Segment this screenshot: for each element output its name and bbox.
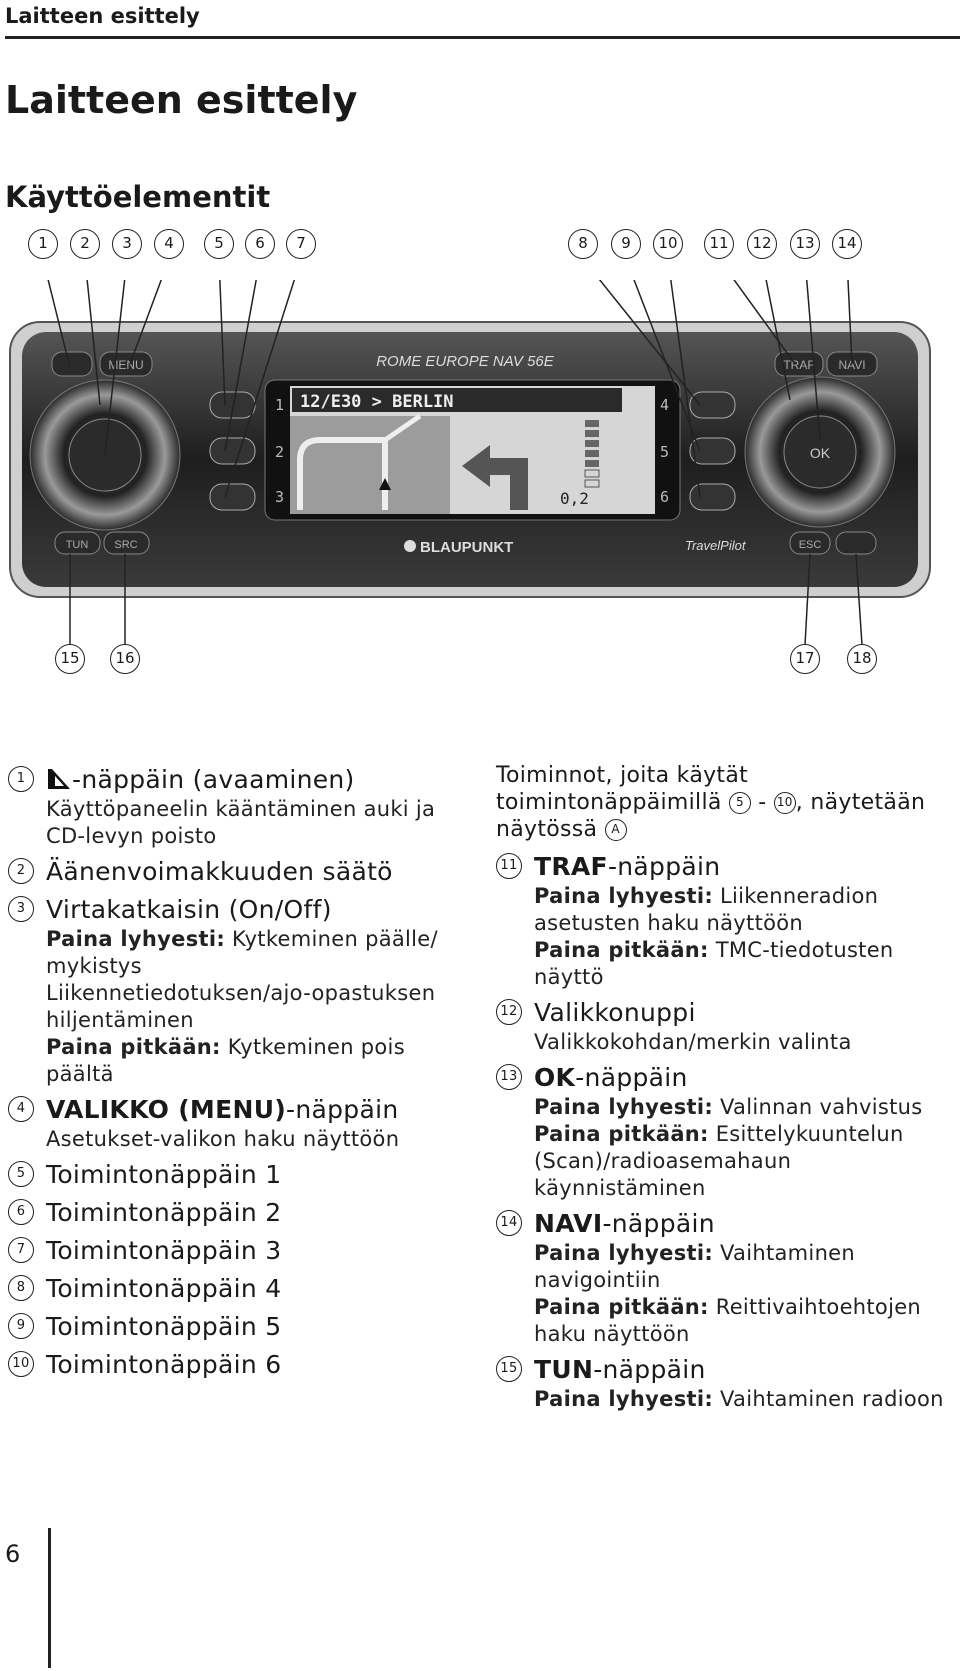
callout-5: 5: [204, 229, 234, 259]
travelpilot-logo: TravelPilot: [685, 538, 746, 553]
callout-18: 18: [847, 644, 877, 674]
list-item: 14 NAVI-näppäin Paina lyhyesti: Vaihtaminen navigointiin Paina pitkään: Reittivaihtoehtojen haku näyttöön: [496, 1208, 960, 1348]
right-column: [496, 762, 960, 1419]
device-illustration: [0, 280, 960, 700]
list-item: 3 Virtakatkaisin (On/Off) Paina lyhyesti: Kytkeminen päälle/ mykistys Liikennetiedotuksen/ajo-opastuksen hiljentäminen Paina pitkään: Kytkeminen pois päältä: [8, 894, 478, 1088]
list-item: 8 Toimintonäppäin 4: [8, 1273, 478, 1305]
list-item: 12 Valikkonuppi Valikkokohdan/merkin valinta: [496, 997, 960, 1056]
function-button-6: [690, 484, 735, 510]
svg-text:5: 5: [660, 443, 670, 461]
callout-3: 3: [112, 229, 142, 259]
list-item: 1 -näppäin (avaaminen) Käyttöpaneelin kääntäminen auki ja CD-levyn poisto: [8, 764, 478, 850]
callout-4: 4: [154, 229, 184, 259]
callout-10: 10: [653, 229, 683, 259]
header-rule: [5, 36, 960, 39]
list-item: 2 Äänenvoimakkuuden säätö: [8, 856, 478, 888]
page-title: Laitteen esittely: [5, 78, 358, 122]
list-item: 13 OK-näppäin Paina lyhyesti: Valinnan vahvistus Paina pitkään: Esittelykuuntelun (Scan)/radioasemahaun käynnistäminen: [496, 1062, 960, 1202]
callout-12: 12: [747, 229, 777, 259]
callout-9: 9: [611, 229, 641, 259]
model-name: ROME EUROPE NAV 56E: [376, 353, 554, 370]
callout-14: 14: [832, 229, 862, 259]
svg-text:3: 3: [275, 488, 285, 506]
list-item: 5 Toimintonäppäin 1: [8, 1159, 478, 1191]
brand-logo: BLAUPUNKT: [420, 539, 514, 556]
list-item: 15 TUN-näppäin Paina lyhyesti: Vaihtaminen radioon: [496, 1354, 960, 1413]
eject-icon: [46, 767, 72, 791]
list-item: 10 Toimintonäppäin 6: [8, 1349, 478, 1381]
ok-label: OK: [809, 445, 831, 461]
callout-1: 1: [28, 229, 58, 259]
eject-button: [52, 352, 92, 376]
callout-13: 13: [790, 229, 820, 259]
callout-15: 15: [55, 644, 85, 674]
svg-text:6: 6: [660, 488, 670, 506]
page-divider: [48, 1528, 51, 1668]
svg-text:4: 4: [660, 396, 670, 414]
svg-text:NAVI: NAVI: [838, 358, 866, 372]
callout-6: 6: [245, 229, 275, 259]
list-item: 7 Toimintonäppäin 3: [8, 1235, 478, 1267]
function-button-4: [690, 392, 735, 418]
list-item: 9 Toimintonäppäin 5: [8, 1311, 478, 1343]
callout-2: 2: [70, 229, 100, 259]
svg-text:TRAF: TRAF: [783, 358, 815, 372]
distance-readout: 0,2: [560, 489, 589, 508]
function-button-3: [210, 484, 255, 510]
callout-8: 8: [568, 229, 598, 259]
svg-text:TUN: TUN: [65, 539, 89, 551]
svg-text:1: 1: [275, 396, 285, 414]
svg-text:2: 2: [275, 443, 285, 461]
list-item: 4 VALIKKO (MENU)-näppäin Asetukset-valikon haku näyttöön: [8, 1094, 478, 1153]
svg-text:MENU: MENU: [108, 358, 144, 372]
list-item: 6 Toimintonäppäin 2: [8, 1197, 478, 1229]
function-button-2: [210, 438, 255, 464]
callout-16: 16: [110, 644, 140, 674]
svg-text:ESC: ESC: [798, 539, 822, 551]
list-item: 11 TRAF-näppäin Paina lyhyesti: Liikenneradion asetusten haku näyttöön Paina pitkään: TMC-tiedotusten näyttö: [496, 851, 960, 991]
svg-text:SRC: SRC: [114, 539, 138, 551]
left-column: [8, 764, 478, 1387]
function-button-1: [210, 392, 255, 418]
running-header: Laitteen esittely: [5, 4, 200, 28]
callout-11: 11: [704, 229, 734, 259]
callout-7: 7: [286, 229, 316, 259]
route-text: 12/E30 > BERLIN: [300, 392, 454, 412]
section-title: Käyttöelementit: [5, 180, 271, 214]
intro-text: Toiminnot, joita käytät toimintonäppäimillä 5 - 10 , näytetään näytössä A: [496, 763, 926, 842]
map-area: [290, 416, 450, 514]
callout-17: 17: [790, 644, 820, 674]
page-number: 6: [5, 1540, 21, 1568]
info-button: [836, 532, 876, 554]
